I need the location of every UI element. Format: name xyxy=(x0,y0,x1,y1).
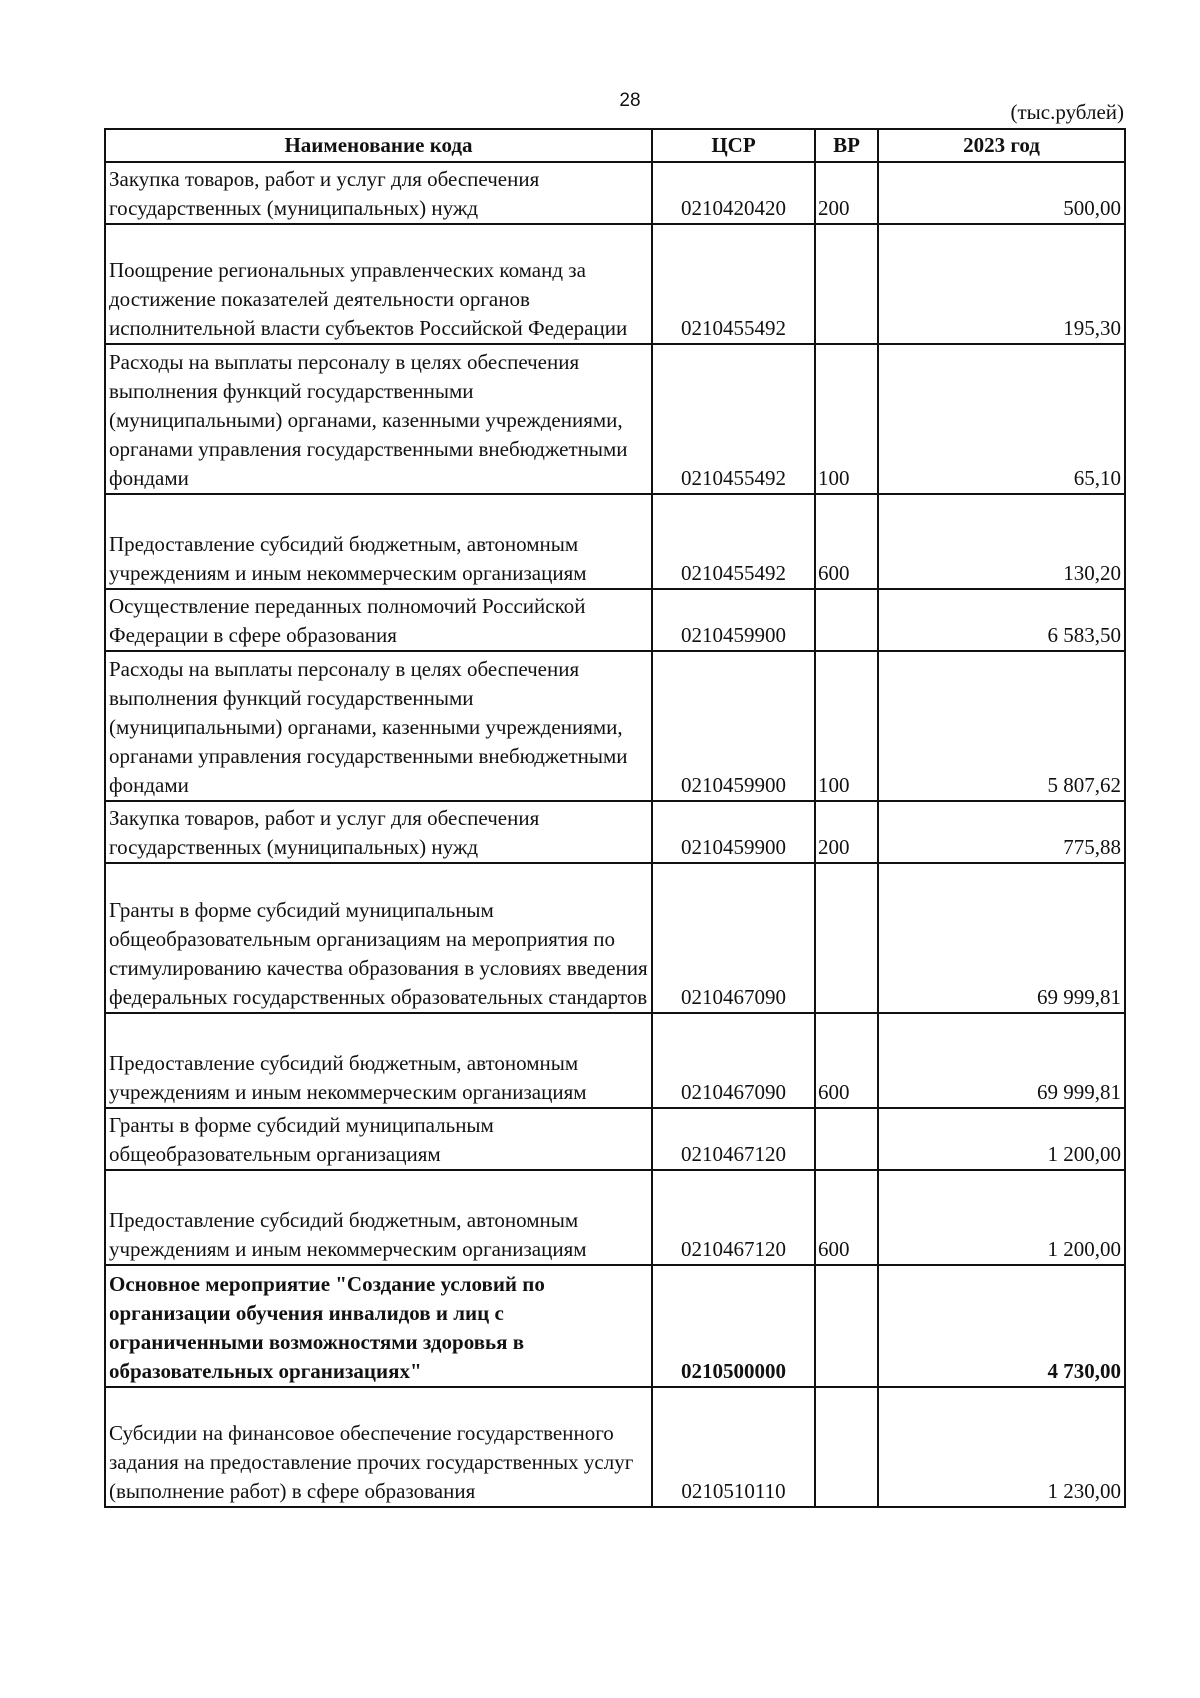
row-amount: 69 999,81 xyxy=(878,863,1125,1013)
row-vr xyxy=(815,1387,878,1507)
row-amount: 6 583,50 xyxy=(878,589,1125,651)
row-csr: 0210455492 xyxy=(652,344,815,494)
row-vr: 600 xyxy=(815,1170,878,1265)
row-amount: 65,10 xyxy=(878,344,1125,494)
table-row xyxy=(105,863,1125,1013)
row-amount: 500,00 xyxy=(878,162,1125,224)
row-name: Основное мероприятие "Создание условий по организации обучения инвалидов и лиц с ограниченными возможностями здоровья в образовательных организациях" xyxy=(105,1265,652,1387)
row-csr: 0210467120 xyxy=(652,1170,815,1265)
row-csr: 0210455492 xyxy=(652,224,815,344)
table-header-row xyxy=(105,129,1125,162)
row-vr: 200 xyxy=(815,801,878,863)
row-csr: 0210455492 xyxy=(652,494,815,589)
row-vr xyxy=(815,224,878,344)
row-csr: 0210500000 xyxy=(652,1265,815,1387)
table-row xyxy=(105,651,1125,801)
row-vr xyxy=(815,1265,878,1387)
budget-table xyxy=(104,128,1126,1508)
row-amount: 130,20 xyxy=(878,494,1125,589)
row-vr xyxy=(815,1108,878,1170)
units-label: (тыс.рублей) xyxy=(1010,100,1124,124)
row-amount: 195,30 xyxy=(878,224,1125,344)
row-csr: 0210459900 xyxy=(652,651,815,801)
table-row xyxy=(105,1108,1125,1170)
table-row xyxy=(105,1170,1125,1265)
row-name: Поощрение региональных управленческих команд за достижение показателей деятельности органов исполнительной власти субъектов Российской Федерации xyxy=(105,224,652,344)
table-row xyxy=(105,801,1125,863)
row-vr: 200 xyxy=(815,162,878,224)
header-vr: ВР xyxy=(815,129,878,162)
row-csr: 0210467090 xyxy=(652,1013,815,1108)
row-csr: 0210420420 xyxy=(652,162,815,224)
header-year: 2023 год xyxy=(878,129,1125,162)
row-name: Предоставление субсидий бюджетным, автономным учреждениям и иным некоммерческим организациям xyxy=(105,1013,652,1108)
row-amount: 4 730,00 xyxy=(878,1265,1125,1387)
row-csr: 0210459900 xyxy=(652,589,815,651)
row-vr: 100 xyxy=(815,344,878,494)
row-amount: 69 999,81 xyxy=(878,1013,1125,1108)
row-csr: 0210467090 xyxy=(652,863,815,1013)
row-name: Закупка товаров, работ и услуг для обеспечения государственных (муниципальных) нужд xyxy=(105,162,652,224)
page-number: 28 xyxy=(619,90,641,111)
table-row-section xyxy=(105,1265,1125,1387)
row-name: Гранты в форме субсидий муниципальным общеобразовательным организациям xyxy=(105,1108,652,1170)
row-vr: 600 xyxy=(815,494,878,589)
row-vr: 600 xyxy=(815,1013,878,1108)
row-vr xyxy=(815,589,878,651)
row-csr: 0210510110 xyxy=(652,1387,815,1507)
row-amount: 1 200,00 xyxy=(878,1170,1125,1265)
row-name: Расходы на выплаты персоналу в целях обеспечения выполнения функций государственными (муниципальными) органами, казенными учреждениями, органами управления государственными внебюджетными фондами xyxy=(105,651,652,801)
table-row xyxy=(105,162,1125,224)
row-name: Предоставление субсидий бюджетным, автономным учреждениям и иным некоммерческим организациям xyxy=(105,1170,652,1265)
row-amount: 1 200,00 xyxy=(878,1108,1125,1170)
table-row xyxy=(105,1387,1125,1507)
row-name: Расходы на выплаты персоналу в целях обеспечения выполнения функций государственными (муниципальными) органами, казенными учреждениями, органами управления государственными внебюджетными фондами xyxy=(105,344,652,494)
row-name: Субсидии на финансовое обеспечение государственного задания на предоставление прочих государственных услуг (выполнение работ) в сфере образования xyxy=(105,1387,652,1507)
row-vr xyxy=(815,863,878,1013)
row-amount: 775,88 xyxy=(878,801,1125,863)
table-row xyxy=(105,1013,1125,1108)
row-csr: 0210459900 xyxy=(652,801,815,863)
header-csr: ЦСР xyxy=(652,129,815,162)
table-row xyxy=(105,494,1125,589)
row-name: Предоставление субсидий бюджетным, автономным учреждениям и иным некоммерческим организациям xyxy=(105,494,652,589)
row-amount: 1 230,00 xyxy=(878,1387,1125,1507)
row-name: Закупка товаров, работ и услуг для обеспечения государственных (муниципальных) нужд xyxy=(105,801,652,863)
table-row xyxy=(105,224,1125,344)
row-vr: 100 xyxy=(815,651,878,801)
row-name: Осуществление переданных полномочий Российской Федерации в сфере образования xyxy=(105,589,652,651)
table-row xyxy=(105,344,1125,494)
row-name: Гранты в форме субсидий муниципальным общеобразовательным организациям на мероприятия по стимулированию качества образования в условиях введения федеральных государственных образовательных стандартов xyxy=(105,863,652,1013)
table-row xyxy=(105,589,1125,651)
header-name: Наименование кода xyxy=(105,129,652,162)
row-amount: 5 807,62 xyxy=(878,651,1125,801)
row-csr: 0210467120 xyxy=(652,1108,815,1170)
